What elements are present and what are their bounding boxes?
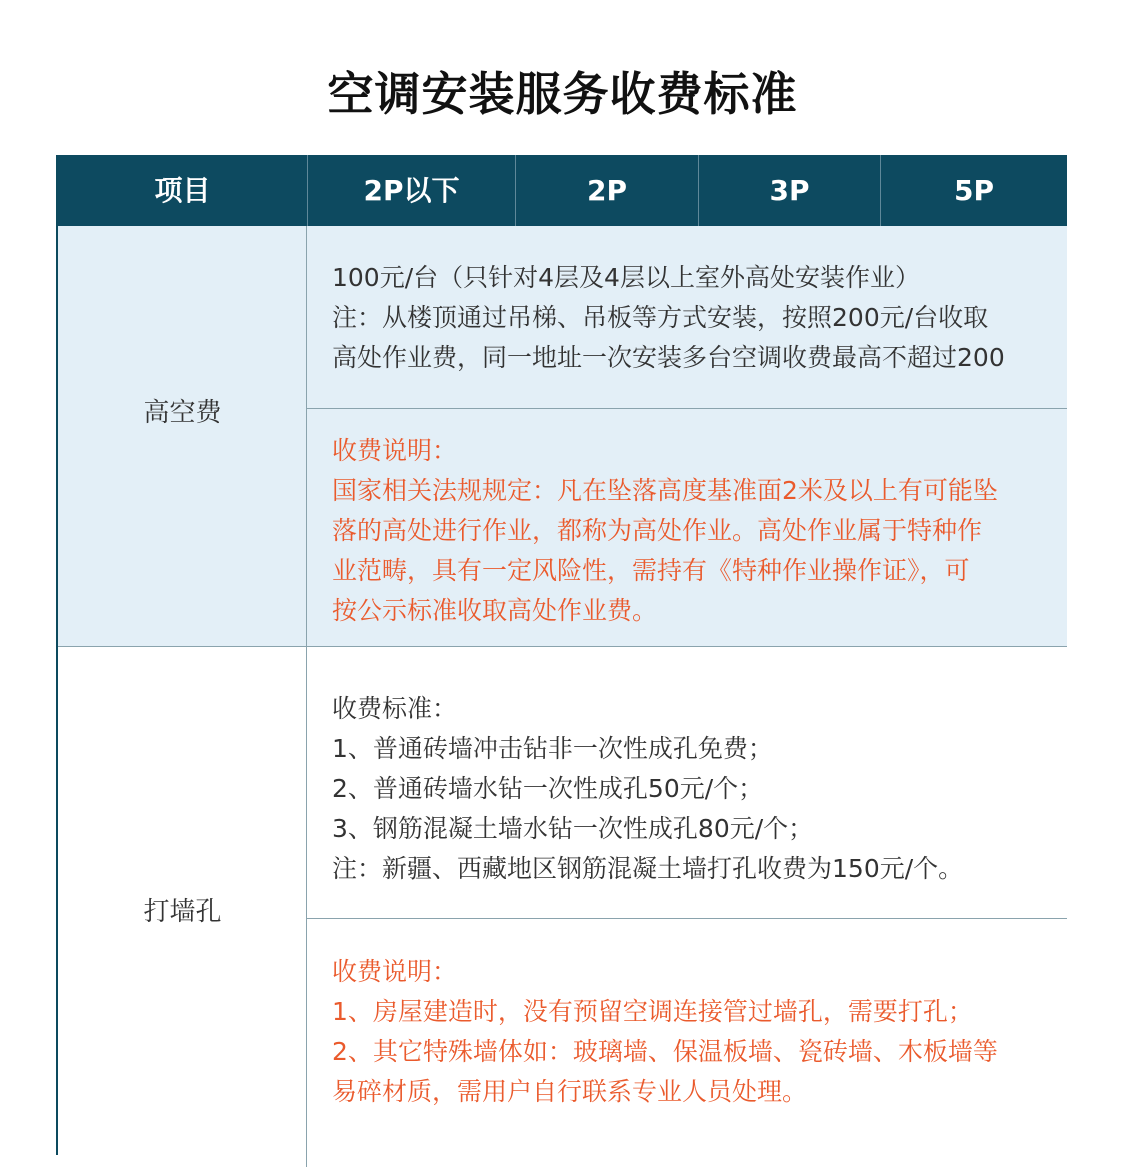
note-line: 收费说明： [332,436,458,465]
header-below-2p: 2P以下 [307,155,515,226]
item-cell [58,226,307,646]
note-line: 业范畴，具有一定风险性，需持有《特种作业操作证》，可 [332,556,970,585]
price-line: 注：新疆、西藏地区钢筋混凝土墙打孔收费为150元/个。 [332,854,964,883]
price-line: 收费标准： [332,694,458,723]
table-row-high-altitude [58,226,1067,647]
note-cell-high-altitude [307,409,1067,647]
table-row-wall-drilling [58,647,1067,1167]
header-2p: 2P [515,155,698,226]
price-line: 1、普通砖墙冲击钻非一次性成孔免费； [332,734,773,763]
fee-table [56,155,1067,1155]
header-5p: 5P [880,155,1067,226]
note-line: 收费说明： [332,957,458,986]
note-cell-wall-drilling [307,919,1067,1167]
note-line: 落的高处进行作业，都称为高处作业。高处作业属于特种作 [332,516,983,545]
price-line: 高处作业费，同一地址一次安装多台空调收费最高不超过200 [332,343,1005,372]
price-line: 3、钢筋混凝土墙水钻一次性成孔80元/个； [332,814,814,843]
note-line: 国家相关法规规定：凡在坠落高度基准面2米及以上有可能坠 [332,476,998,505]
item-cell [58,647,307,1167]
note-line: 易碎材质，需用户自行联系专业人员处理。 [332,1077,808,1106]
price-line: 2、普通砖墙水钻一次性成孔50元/个； [332,774,764,803]
header-3p: 3P [698,155,880,226]
page-title: 空调安装服务收费标准 [327,67,798,121]
price-cell-high-altitude [307,226,1067,409]
header-item: 项目 [154,174,211,207]
item-label-high-altitude: 高空费 [143,398,222,428]
note-line: 按公示标准收取高处作业费。 [332,596,658,625]
table-header [58,155,1067,226]
price-cell-wall-drilling [307,647,1067,919]
note-line: 2、其它特殊墙体如：玻璃墙、保温板墙、瓷砖墙、木板墙等 [332,1037,998,1066]
price-line: 100元/台（只针对4层及4层以上室外高处安装作业） [332,263,920,292]
note-line: 1、房屋建造时，没有预留空调连接管过墙孔，需要打孔； [332,997,973,1026]
price-line: 注：从楼顶通过吊梯、吊板等方式安装，按照200元/台收取 [332,303,989,332]
item-label-wall-drilling: 打墙孔 [143,897,222,927]
